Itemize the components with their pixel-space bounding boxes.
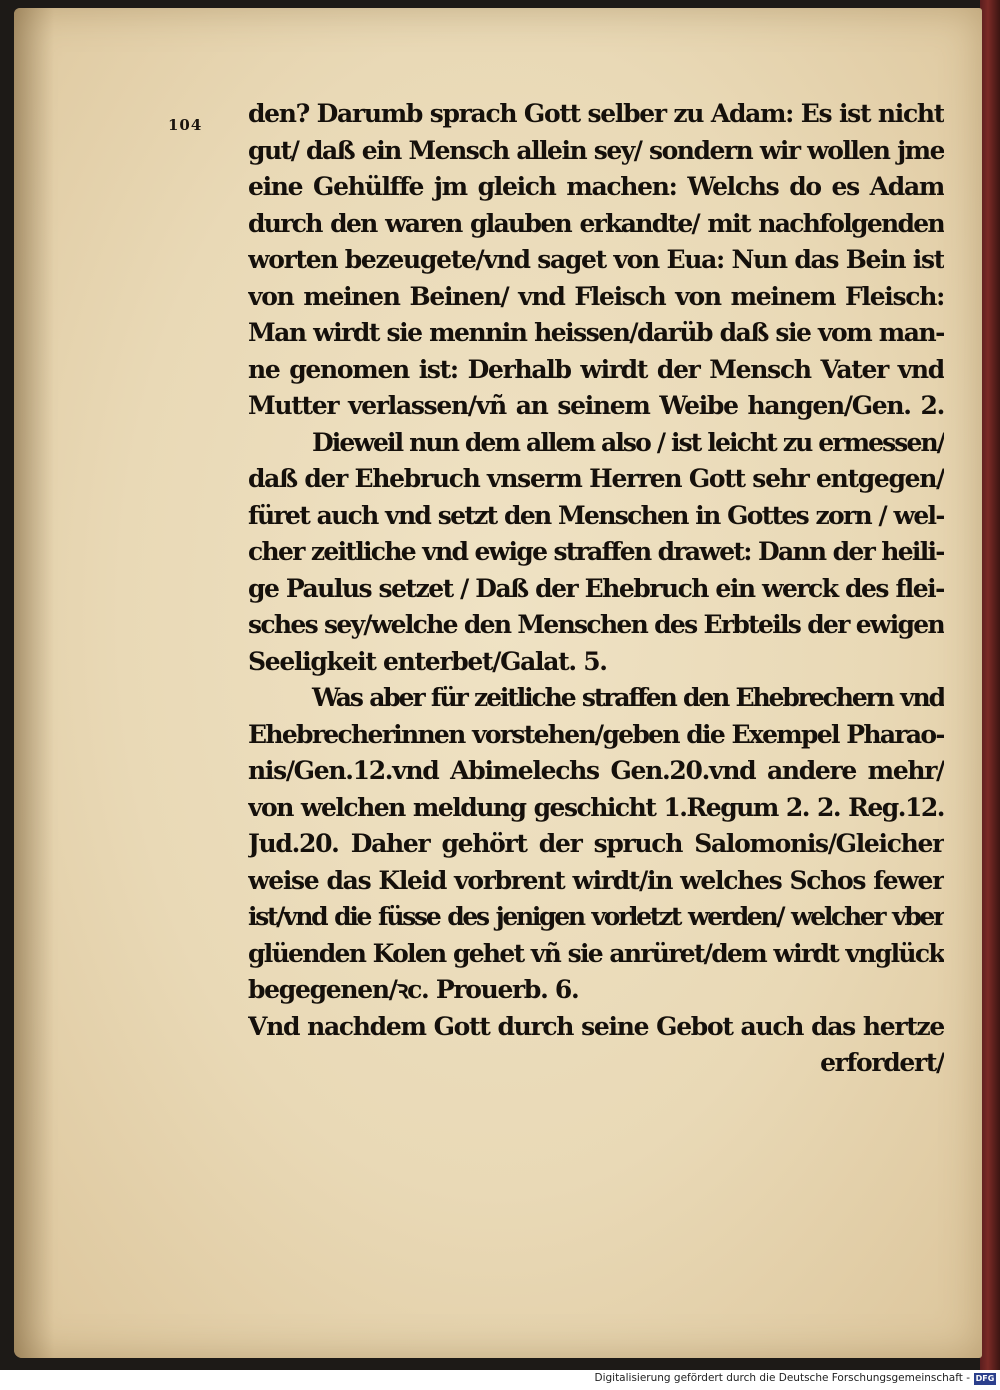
text-line: glüenden Kolen gehet vñ sie anrüret/dem wirdt vnglück — [248, 938, 944, 968]
text-line: Seeligkeit enterbet/Galat. 5. — [248, 646, 607, 676]
text-line: durch den waren glauben erkandte/ mit nachfolgenden — [248, 208, 944, 238]
text-line: Jud.20. Daher gehört der spruch Salomonis/Gleicher — [248, 829, 944, 858]
page-number: 104 — [168, 116, 203, 134]
gutter-shadow — [14, 8, 54, 1358]
text-line: begegenen/ꝛc. Prouerb. 6. — [248, 975, 579, 1004]
text-line: ne genomen ist: Derhalb wirdt der Mensch Vater vnd — [248, 354, 944, 384]
body-text — [248, 96, 944, 1082]
text-line: ge Paulus setzet / Daß der Ehebruch ein werck des flei- — [248, 573, 944, 603]
text-line: den? Darumb sprach Gott selber zu Adam: Es ist nicht — [248, 99, 944, 128]
text-line: Ehebrecherinnen vorstehen/geben die Exempel Pharao- — [248, 719, 944, 749]
funding-credit: Digitalisierung gefördert durch die Deutsche Forschungsgemeinschaft - — [594, 1372, 970, 1384]
text-line: gut/ daß ein Mensch allein sey/ sondern wir wollen jme — [248, 135, 944, 165]
text-line: erfordert/ — [820, 1048, 944, 1077]
text-line: Man wirdt sie mennin heissen/darüb daß sie vom man- — [248, 318, 944, 347]
text-line: Was aber für zeitliche straffen den Ehebrechern vnd — [312, 683, 944, 712]
text-line: eine Gehülffe jm gleich machen: Welchs do es Adam — [248, 172, 944, 201]
text-line: von meinen Beinen/ vnd Fleisch von meinem Fleisch: — [248, 281, 944, 311]
dfg-logo: DFG — [975, 1374, 995, 1383]
text-line: daß der Ehebruch vnserm Herren Gott sehr entgegen/ — [248, 464, 944, 493]
text-line: Vnd nachdem Gott durch seine Gebot auch das hertze — [248, 1011, 944, 1041]
text-line: nis/Gen.12.vnd Abimelechs Gen.20.vnd andere mehr/ — [248, 756, 944, 785]
text-line: cher zeitliche vnd ewige straffen drawet: Dann der heili- — [248, 537, 944, 566]
text-line: Mutter verlassen/vñ an seinem Weibe hangen/Gen. 2. — [248, 391, 944, 420]
text-line: Dieweil nun dem allem also / ist leicht zu ermessen/ — [312, 427, 944, 457]
book-edge — [980, 0, 1000, 1370]
footer-bar — [0, 1370, 1000, 1390]
text-line: weise das Kleid vorbrent wirdt/in welches Schos fewer — [248, 865, 944, 895]
text-line: worten bezeugete/vnd saget von Eua: Nun das Bein ist — [248, 245, 944, 274]
text-line: füret auch vnd setzt den Menschen in Gottes zorn / wel- — [248, 500, 944, 530]
text-line: von welchen meldung geschicht 1.Regum 2. 2. Reg.12. — [248, 792, 944, 822]
text-line: ist/vnd die füsse des jenigen vorletzt werden/ welcher vber — [248, 902, 944, 931]
text-line: sches sey/welche den Menschen des Erbteils der ewigen — [248, 610, 944, 639]
